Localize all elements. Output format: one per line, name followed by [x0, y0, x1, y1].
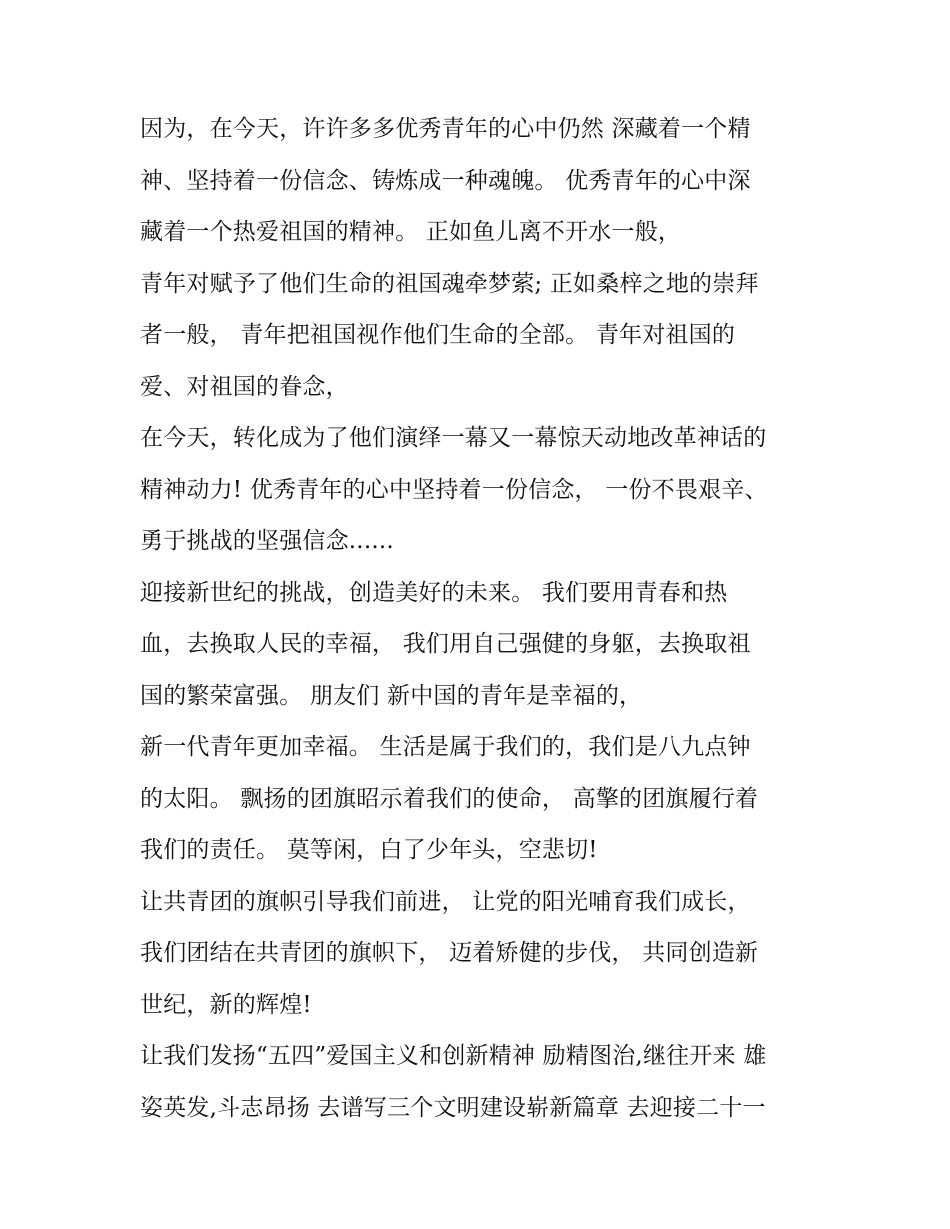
text-line: 世纪，新的辉煌! [140, 991, 312, 1018]
text-line: 新一代青年更加幸福。 生活是属于我们的，我们是八九点钟 [140, 734, 751, 760]
text-line: 我们的责任。 莫等闲，白了少年头，空悲切! [140, 837, 598, 863]
text-line: 精神动力! 优秀青年的心中坚持着一份信念， 一份不畏艰辛、 [140, 476, 768, 503]
body-text [140, 104, 830, 1134]
text-line: 爱、对祖国的眷念， [140, 373, 349, 400]
text-line: 我们团结在共青团的旗帜下， 迈着矫健的步伐， 共同创造新 [140, 940, 759, 966]
text-line: 神、坚持着一份信念、铸炼成一种魂魄。 优秀青年的心中深 [140, 167, 751, 194]
text-line: 勇于挑战的坚强信念...... [140, 528, 394, 554]
text-line: 让共青团的旗帜引导我们前进， 让党的阳光哺育我们成长， [140, 888, 751, 915]
text-line: 因为，在今天，许许多多优秀青年的心中仍然 深藏着一个精 [140, 116, 751, 142]
text-line: 姿英发,斗志昂扬 去谱写三个文明建设崭新篇章 去迎接二十一 [140, 1094, 766, 1121]
text-line: 在今天，转化成为了他们演绎一幕又一幕惊天动地改革神话的 [140, 425, 767, 451]
text-line: 的太阳。 飘扬的团旗昭示着我们的使命， 高擎的团旗履行着 [140, 785, 759, 812]
text-line: 者一般， 青年把祖国视作他们生命的全部。 青年对祖国的 [140, 322, 736, 348]
text-line: 迎接新世纪的挑战，创造美好的未来。 我们要用青春和热 [140, 579, 728, 606]
text-line: 青年对赋予了他们生命的祖国魂牵梦萦; 正如桑梓之地的崇拜 [140, 270, 759, 297]
text-line: 让我们发扬“五四”爱国主义和创新精神 励精图治,继往开来 雄 [140, 1043, 767, 1069]
text-line: 国的繁荣富强。 朋友们 新中国的青年是幸福的， [140, 682, 643, 709]
text-line: 藏着一个热爱祖国的精神。 正如鱼儿离不开水一般， [140, 219, 682, 245]
text-line: 血，去换取人民的幸福， 我们用自己强健的身躯，去换取祖 [140, 631, 751, 657]
